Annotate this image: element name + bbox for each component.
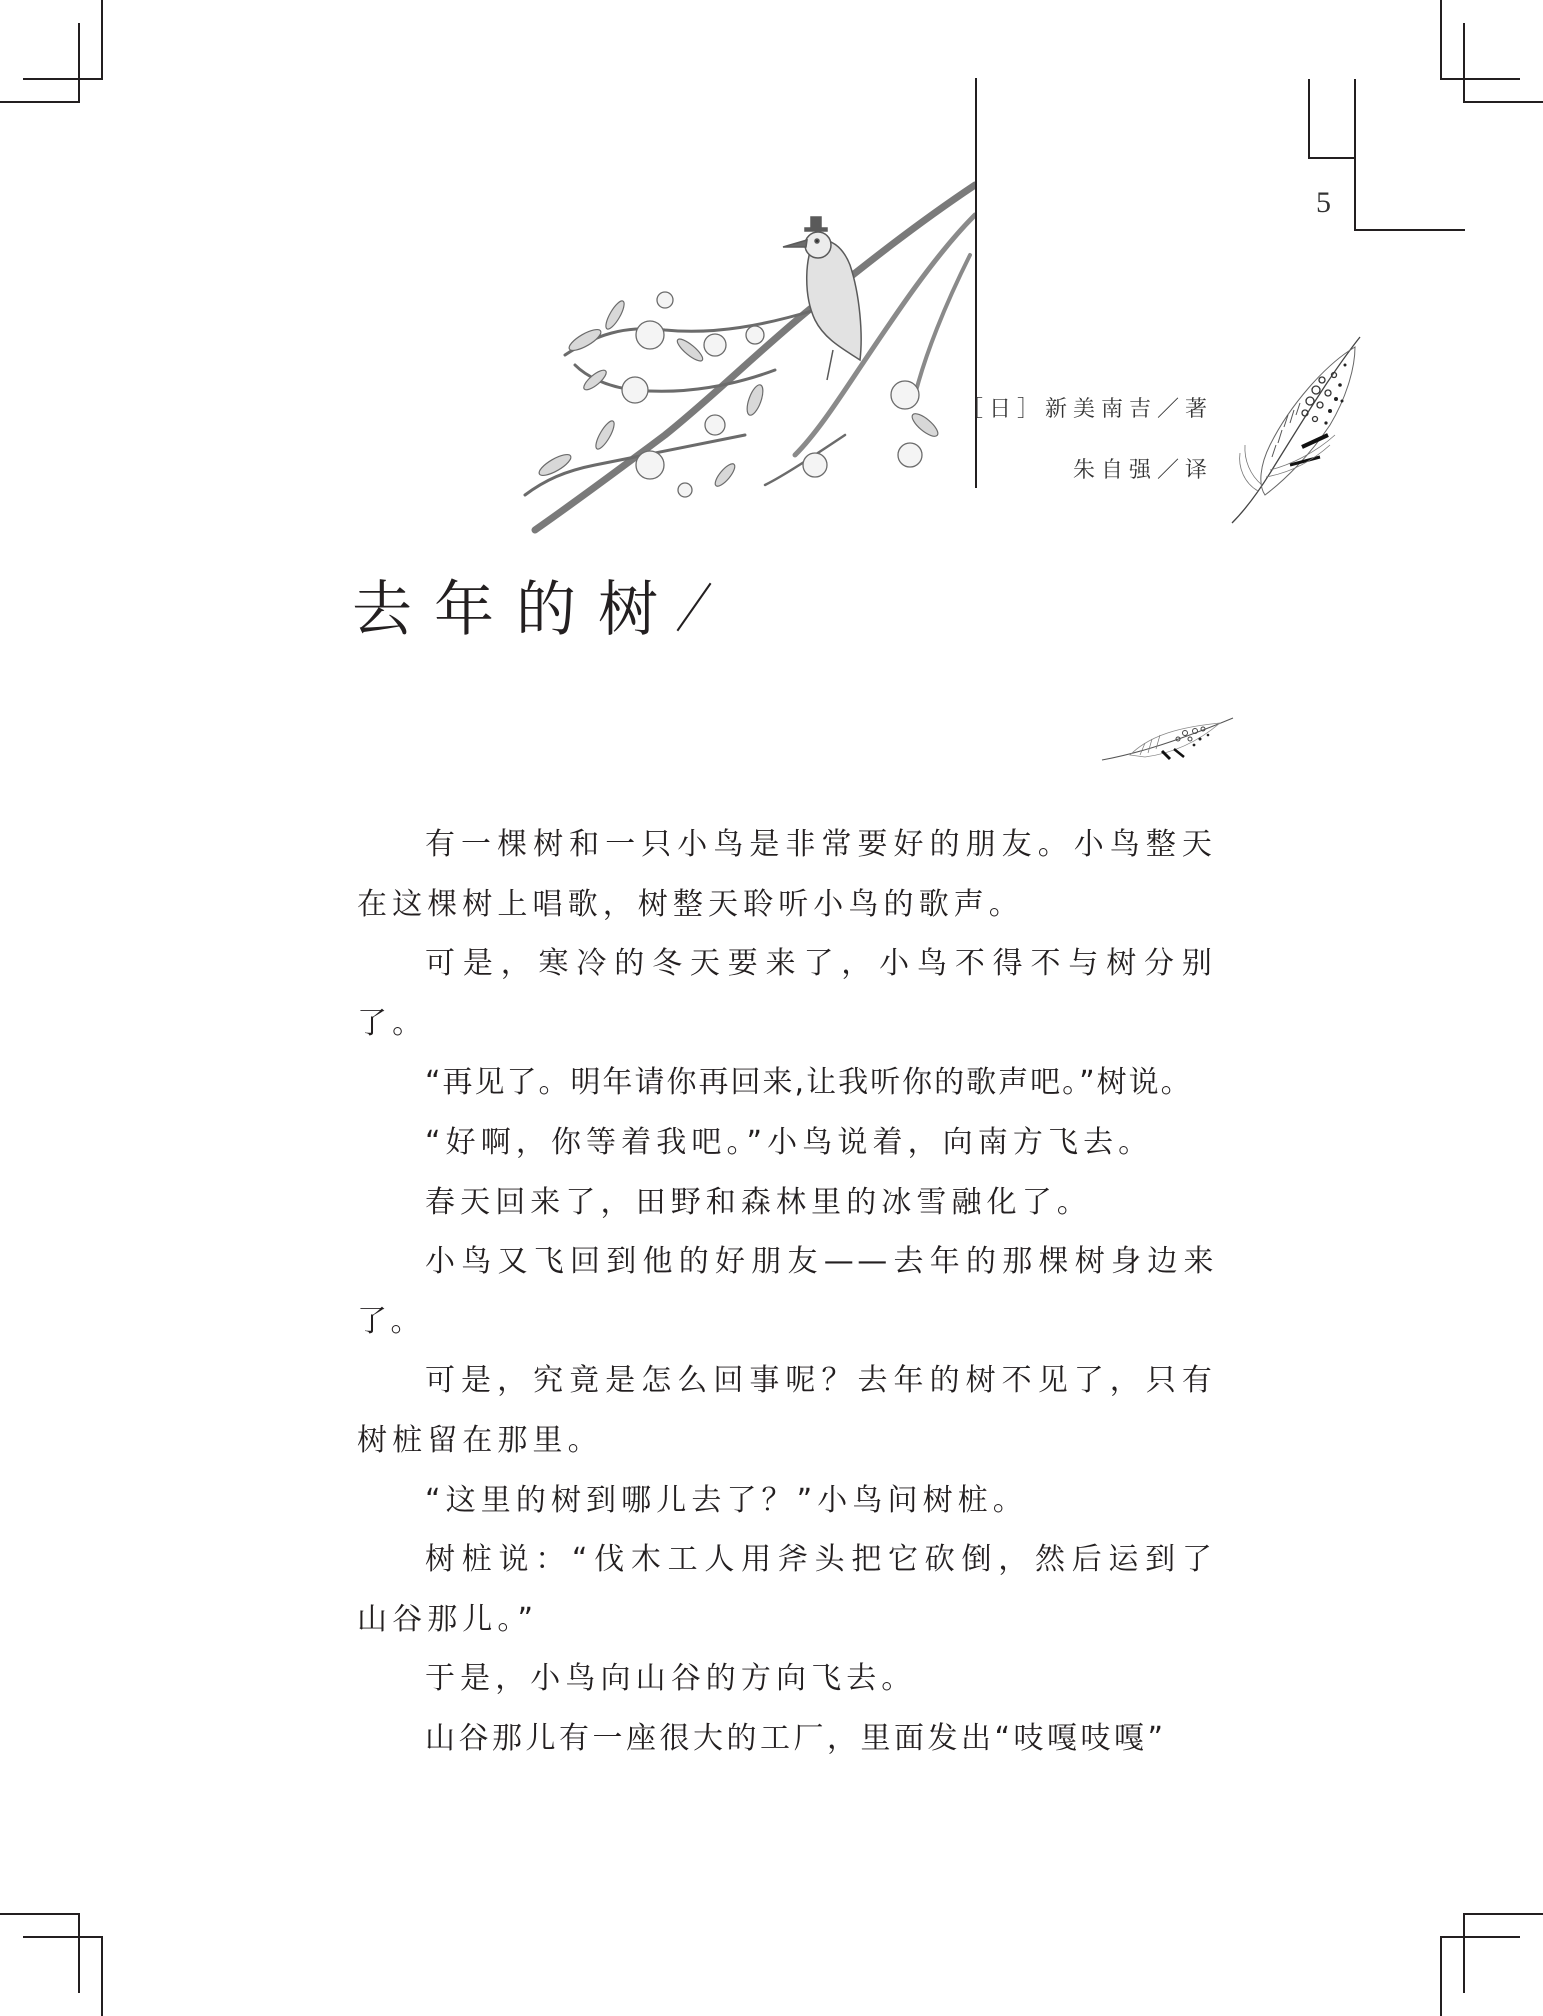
crop-mark-top-left-v1 [101, 0, 103, 80]
crop-mark-bottom-left-h1 [0, 1913, 80, 1915]
paragraph: 有一棵树和一只小鸟是非常要好的朋友。小鸟整天在这棵树上唱歌，树整天聆听小鸟的歌声。 [357, 827, 1217, 922]
bird-on-branch-icon [515, 135, 975, 535]
page-mark-v-right [1354, 79, 1356, 231]
story-title: 去年的树 [352, 575, 680, 645]
vertical-rule [975, 78, 977, 488]
crop-mark-bottom-right-h1 [1463, 1913, 1543, 1915]
crop-mark-bottom-left-h2 [23, 1936, 103, 1938]
feather-large-icon [1230, 335, 1365, 525]
crop-mark-bottom-left-v1 [78, 1913, 80, 1993]
bird-branch-illustration [515, 135, 975, 535]
page-mark-v-left [1308, 79, 1310, 157]
crop-mark-top-left-h2 [0, 101, 80, 103]
translator-credit: 朱自强／译 [1072, 458, 1213, 483]
paragraph: 可是，究竟是怎么回事呢？去年的树不见了，只有树桩留在那里。 [357, 1363, 1217, 1458]
page-mark-h-top [1308, 157, 1354, 159]
paragraph: “这里的树到哪儿去了？”小鸟问树桩。 [425, 1482, 1028, 1518]
crop-mark-top-right-h1 [1440, 78, 1520, 80]
paragraph: “再见了。明年请你再回来,让我听你的歌声吧。”树说。 [425, 1065, 1193, 1101]
paragraph: 于是，小鸟向山谷的方向飞去。 [425, 1661, 917, 1697]
crop-mark-bottom-right-h2 [1440, 1936, 1520, 1938]
paragraph: “好啊，你等着我吧。”小鸟说着，向南方飞去。 [425, 1124, 1154, 1160]
page-mark-h-bottom [1354, 229, 1465, 231]
crop-mark-top-right-v1 [1440, 0, 1442, 80]
crop-mark-bottom-left-v2 [101, 1936, 103, 2016]
crop-mark-bottom-right-v2 [1440, 1936, 1442, 2016]
crop-mark-bottom-right-v1 [1463, 1913, 1465, 1993]
paragraph: 小鸟又飞回到他的好朋友——去年的那棵树身边来了。 [357, 1244, 1217, 1339]
feather-small-icon [1100, 715, 1235, 765]
page-number: 5 [1316, 186, 1331, 219]
author-credit: ［日］新美南吉／著 [960, 397, 1213, 422]
crop-mark-top-left-v2 [78, 23, 80, 103]
crop-mark-top-left-h1 [23, 78, 103, 80]
paragraph: 春天回来了，田野和森林里的冰雪融化了。 [425, 1184, 1092, 1220]
paragraph: 可是，寒冷的冬天要来了，小鸟不得不与树分别了。 [357, 946, 1217, 1041]
story-body [357, 815, 1217, 1769]
title-slash-ornament [677, 583, 712, 632]
crop-mark-top-right-v2 [1463, 23, 1465, 103]
crop-mark-top-right-h2 [1463, 101, 1543, 103]
paragraph: 树桩说：“伐木工人用斧头把它砍倒，然后运到了山谷那儿。” [357, 1542, 1217, 1637]
paragraph: 山谷那儿有一座很大的工厂，里面发出“吱嘎吱嘎” [425, 1720, 1167, 1756]
